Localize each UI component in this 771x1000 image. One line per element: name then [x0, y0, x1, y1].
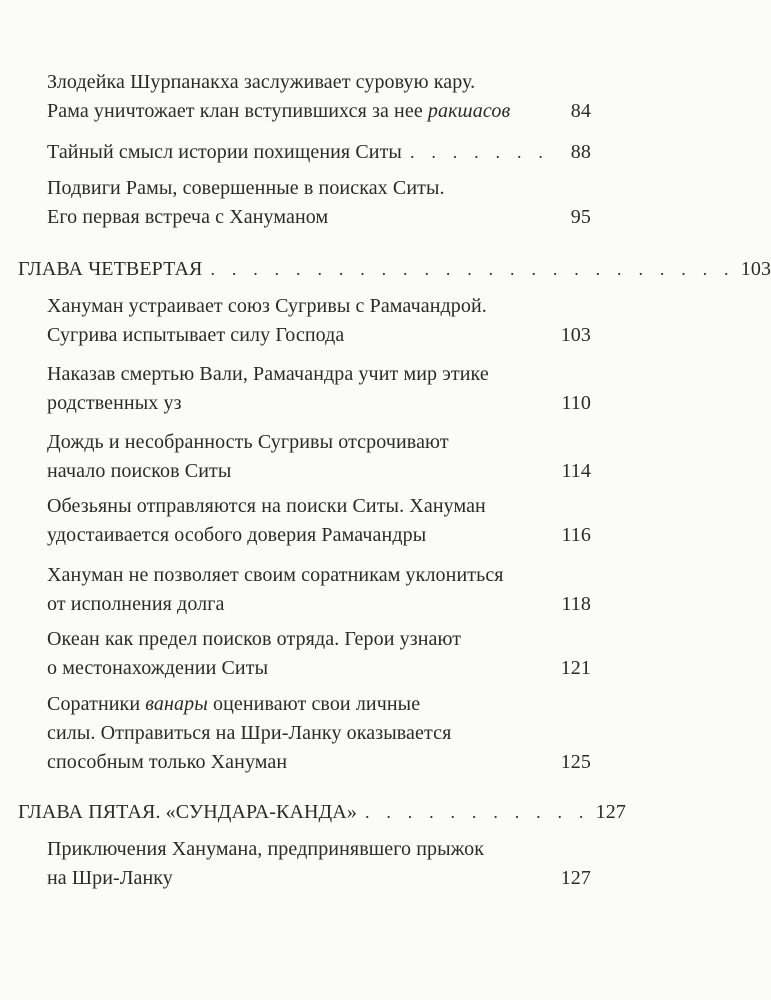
chapter-title: ГЛАВА ЧЕТВЕРТАЯ [18, 258, 203, 280]
leader-dots: . . . . . . . [409, 142, 550, 162]
page-number: 118 [561, 593, 591, 615]
chapter-title: ГЛАВА ПЯТАЯ. «СУНДАРА-КАНДА» [18, 801, 357, 823]
page-number: 110 [561, 392, 591, 414]
page-number: 95 [570, 206, 591, 228]
entry-title-line: о местонахождении Ситы [47, 657, 269, 679]
entry-title-line: Рама уничтожает клан вступившихся за нее ракшасов [47, 100, 511, 122]
page-number: 127 [560, 867, 591, 889]
toc-entry [47, 360, 591, 418]
entry-title-line: от исполнения долга [47, 593, 225, 615]
toc-entry [47, 625, 591, 683]
entry-title-line: Подвиги Рамы, совершенные в поисках Ситы. [47, 177, 445, 199]
entry-title-line: Обезьяны отправляются на поиски Ситы. Хануман [47, 495, 486, 517]
entry-title-line: на Шри-Ланку [47, 867, 173, 889]
toc-chapter-entry [18, 798, 626, 827]
leader-dots: . . . . . . . . . . . . . . . . . . . . . . . . . [210, 259, 735, 279]
page-number: 103 [560, 324, 591, 346]
entry-title-line: силы. Отправиться на Шри-Ланку оказывается [47, 722, 452, 744]
entry-title-line: Хануман устраивает союз Сугривы с Рамачандрой. [47, 295, 487, 317]
page-number: 127 [595, 801, 626, 823]
entry-title-line: Приключения Ханумана, предпринявшего прыжок [47, 838, 485, 860]
entry-title-line: родственных уз [47, 392, 182, 414]
entry-title-line: способным только Хануман [47, 751, 288, 773]
entry-title-line: Сугрива испытывает силу Господа [47, 324, 345, 346]
toc-entry [47, 690, 591, 777]
toc-entry [47, 138, 591, 167]
entry-title-line: начало поисков Ситы [47, 460, 232, 482]
toc-entry [47, 492, 591, 550]
entry-title-line: Наказав смертью Вали, Рамачандра учит мир этике [47, 363, 489, 385]
page-number: 125 [560, 751, 591, 773]
entry-title-line: Океан как предел поисков отряда. Герои узнают [47, 628, 462, 650]
leader-dots: . . . . . . . . . . . [364, 802, 590, 822]
toc-entry [47, 68, 591, 126]
page-number: 116 [561, 524, 591, 546]
entry-title-line: Соратники ванары оценивают свои личные [47, 693, 421, 715]
page-number: 84 [570, 100, 591, 122]
italic-term: ракшасов [427, 100, 511, 122]
entry-title-line: Его первая встреча с Хануманом [47, 206, 329, 228]
page-number: 88 [570, 141, 591, 163]
page-number: 103 [740, 258, 771, 280]
italic-term: ванары [145, 693, 208, 715]
entry-title-line: Хануман не позволяет своим соратникам уклониться [47, 564, 504, 586]
entry-title-line: Тайный смысл истории похищения Ситы [47, 141, 402, 163]
toc-entry [47, 835, 591, 893]
page-number: 114 [561, 460, 591, 482]
entry-title-line: Злодейка Шурпанакха заслуживает суровую кару. [47, 71, 476, 93]
entry-title-line: удостаивается особого доверия Рамачандры [47, 524, 427, 546]
toc-chapter-entry [18, 255, 771, 284]
page-number: 121 [560, 657, 591, 679]
entry-title-line: Дождь и несобранность Сугривы отсрочивают [47, 431, 449, 453]
toc-entry [47, 428, 591, 486]
toc-entry [47, 174, 591, 232]
toc-entry [47, 292, 591, 350]
toc-entry [47, 561, 591, 619]
